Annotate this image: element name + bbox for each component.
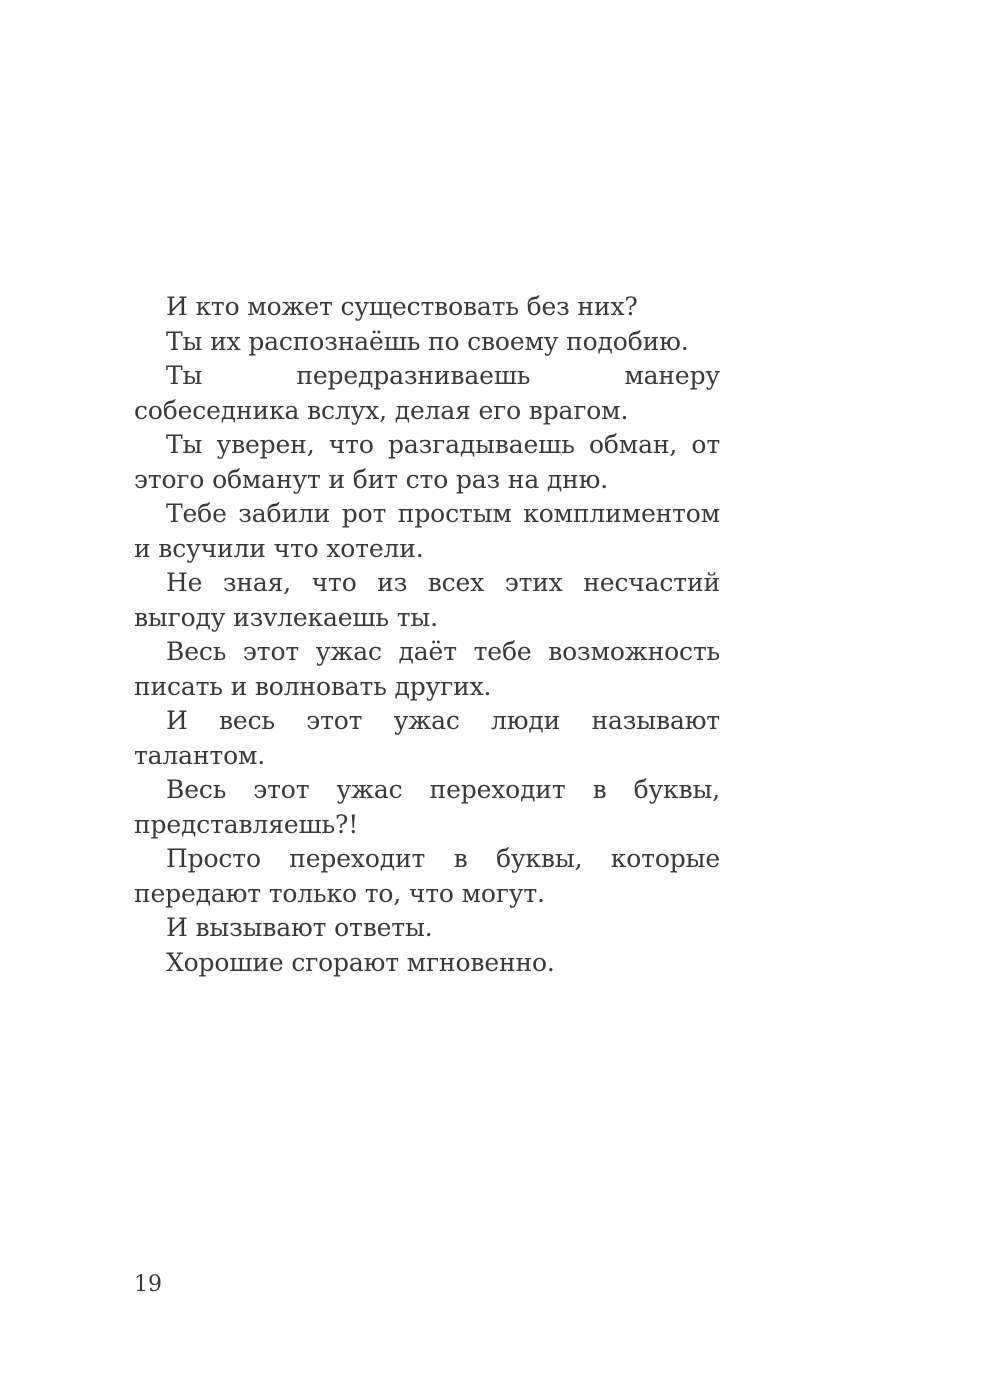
paragraph: И кто может существовать без них? bbox=[166, 292, 638, 321]
paragraph: Весь этот ужас переходит в буквы, представляешь?! bbox=[134, 775, 720, 839]
paragraph: Хорошие сгорают мгновенно. bbox=[166, 947, 555, 977]
paragraph: И вызывают ответы. bbox=[166, 913, 433, 942]
paragraph: Просто переходит в буквы, которые передают только то, что могут. bbox=[134, 844, 720, 908]
paragraph: Ты передразниваешь манеру собеседника вслух, делая его врагом. bbox=[134, 361, 720, 425]
paragraph: Ты их распознаёшь по своему подобию. bbox=[166, 326, 689, 356]
paragraph: Тебе забили рот простым комплиментом и всучили что хотели. bbox=[134, 499, 720, 563]
paragraph: Весь этот ужас даёт тебе возможность писать и волновать других. bbox=[134, 637, 720, 701]
paragraph: Не зная, что из всех этих несчастий выгоду изvлекаешь ты. bbox=[134, 568, 720, 632]
paragraph: Ты уверен, что разгадываешь обман, от этого обманут и бит сто раз на дню. bbox=[134, 430, 720, 494]
body-text bbox=[134, 290, 720, 980]
paragraph: И весь этот ужас люди называют талантом. bbox=[134, 706, 720, 770]
page-number: 19 bbox=[134, 1272, 162, 1297]
